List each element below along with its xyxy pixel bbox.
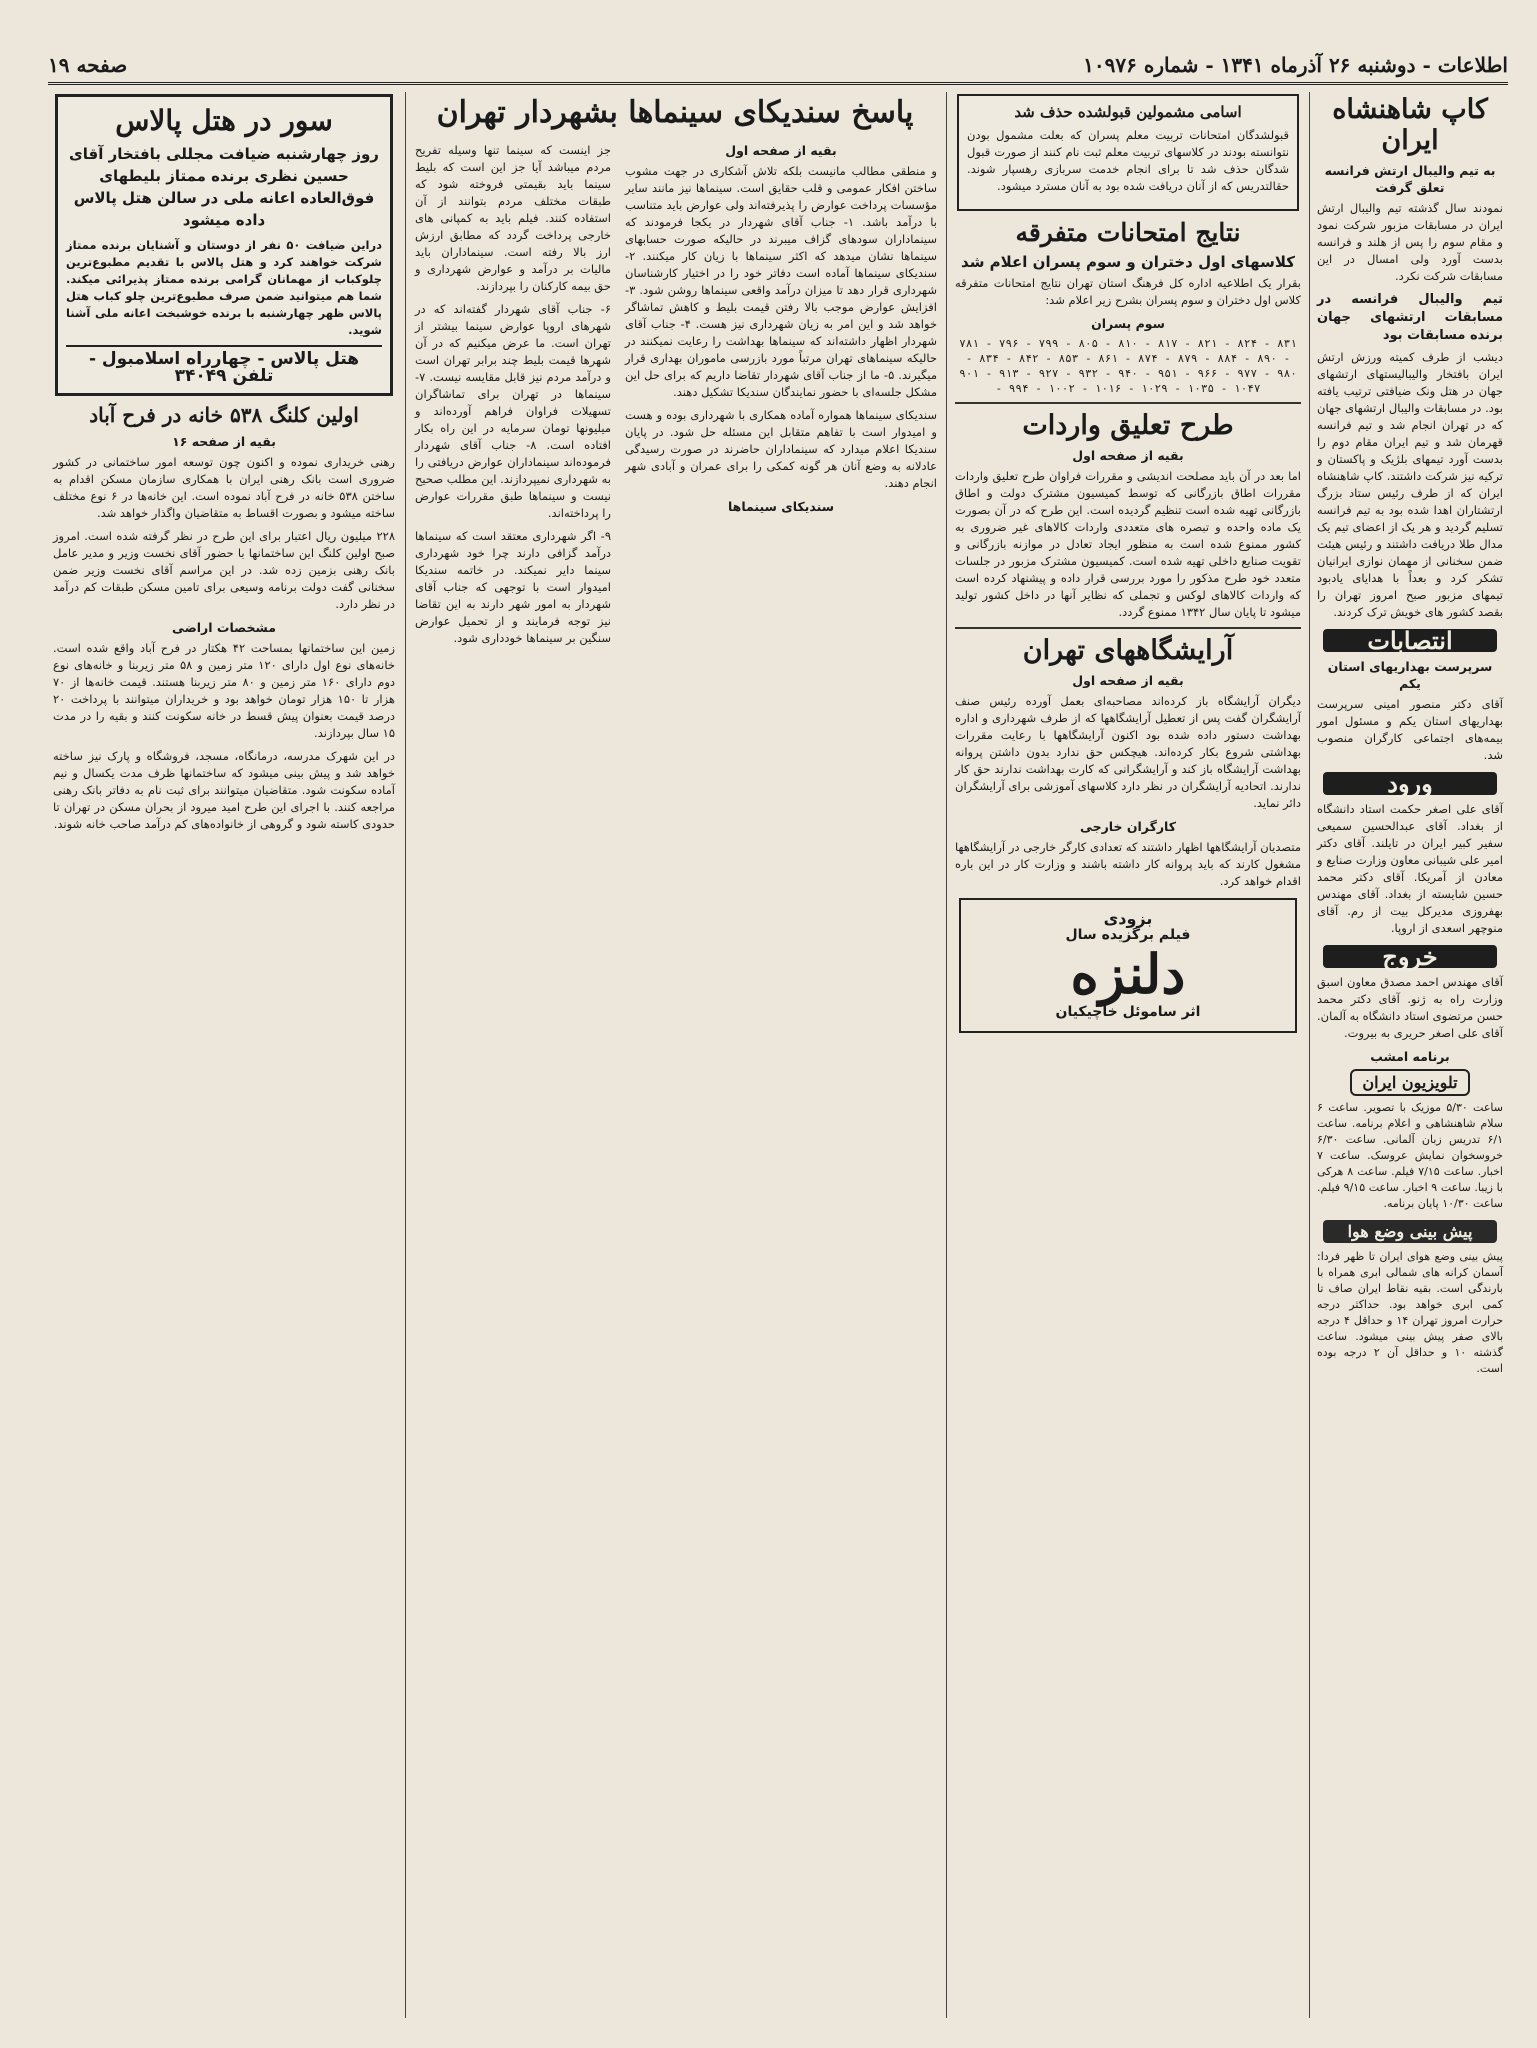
masthead-page-number: صفحه ۱۹ xyxy=(48,53,128,77)
column-4 xyxy=(410,90,616,2018)
subhead-import-continued: بقیه از صفحه اول xyxy=(1072,448,1184,464)
headline-exam-results: نتایج امتحانات متفرقه xyxy=(1015,218,1241,248)
ad-hotel-details: دراین ضیافت ۵۰ نفر از دوستان و آشنایان برنده ممتاز شرکت خواهند کرد و هتل پالاس با تقدیم مطبوع‌ترین چلوکباب از مهمانان گرامی برنده ممتاز پذیرائی میکند. شما هم میتوانید ضمن صرف مطبوع‌ترین چلو کباب هتل پالاس ظهر چهارشنبه با برنده خوشبخت اعانه ملی آشنا شوید. xyxy=(66,238,383,338)
subhead-tv-program: برنامه امشب xyxy=(1370,1049,1450,1065)
ad-hotel-address: هتل پالاس - چهارراه اسلامبول - تلفن ۳۴۰۴۹ xyxy=(66,345,382,385)
headline-farahabad-houses: اولین کلنگ ۵۳۸ خانه در فرح آباد xyxy=(89,403,359,428)
article-cinema-part1: و منطقی مطالب مانیست بلکه تلاش آشکاری در جهت مشوب ساختن افکار عمومی و قلب حقایق است. سینماها نیز مانند سایر مؤسسات پرداخت عوارض را پذیرفته‌اند ولی عوارض باید متناسب با درآمد باشد. ۱- جناب آقای شهردار در یکجا فرمودند که سینماداران سودهای گزاف میبرند در حالیکه صورت حسابهای سینماها نشان میدهد که اکثر سینماها با زیان کار میکنند. ۲- سندیکای سینماها آماده است دفاتر خود را در اختیار کارشناسان شهرداری قرار دهد تا میزان درآمد واقعی سینماها روشن شود. ۳- افزایش عوارض موجب بالا رفتن قیمت بلیط و کاهش تماشاگر خواهد شد و این امر به زیان شهرداری نیز هست. ۴- جناب آقای شهردار اظهار داشته‌اند که سینماها بهداشت را رعایت نمیکنند در حالیکه سینماهای تهران مرتباً مورد بازرسی ماموران بهداری قرار میگیرند. ۵- ما از جناب آقای شهردار تقاضا داریم که برای حل این مشکل جلسه‌ای با حضور نمایندگان سندیکا تشکیل دهند. xyxy=(625,164,937,399)
article-cinema-col4-part3: ۹- اگر شهرداری معتقد است که سینماها درآمد گزافی دارند چرا خود شهرداری سینما دایر نمیکند. در خاتمه سندیکا امیدوار است با توجهی که جناب آقای شهردار به امور شهر دارند به این تقاضا نیز توجه فرمایند و از تحمیل عوارض سنگین بر سینماها خودداری شود. xyxy=(415,529,611,645)
notice-box-conscripts xyxy=(957,94,1299,211)
article-exam-results: بقرار یک اطلاعیه اداره کل فرهنگ استان تهران نتایج امتحانات متفرقه کلاس اول دختران و سوم پسران بشرح زیر اعلام شد: xyxy=(955,276,1301,307)
article-barbershops: دیگران آرایشگاه باز کرده‌اند مصاحبه‌ای بعمل آورده رئیس صنف آرایشگران گفت پس از تعطیل آرایشگاهها که از طرف شهرداری و اداره بهداشت دستور داده شده بود اکنون آرایشگاهها با رعایت مقررات بهداشتی شروع بکار کرده‌اند. هیچکس حق ندارد بدون داشتن پروانه بهداشت آرایشگاه باز کند و آرایشگرانی که کارت بهداشت ندارند حق کار ندارند. اتحادیه آرایشگران در نظر دارد کلاسهای آموزشی برای آرایشگران دائر نماید. xyxy=(955,694,1301,811)
weather-forecast: پیش بینی وضع هوای ایران تا ظهر فردا: آسمان کرانه های شمالی ابری همراه با بارندگی است. بقیه نقاط ایران صاف تا کمی ابری خواهد بود. حداکثر درجه حرارت امروز تهران ۱۴ و حداقل ۴ درجه بالای صفر پیش بینی میشود. ساعت گذشته ۱۰ و حداقل آن ۲ درجه بوده است. xyxy=(1317,1250,1504,1376)
subhead-foreign-workers: کارگران خارجی xyxy=(1079,819,1177,835)
subhead-appointment: سرپرست بهداریهای استان یکم xyxy=(1327,659,1493,692)
article-arrivals: آقای علی اصغر حکمت استاد دانشگاه از بغداد. آقای عبدالحسین سمیعی سفیر کبیر ایران در تایلند. آقای دکتر امیر علی شیبانی معاون وزارت صنایع و معادن از آمریکا. آقای دکتر محمد حسین شایسته از بغداد. آقای مهندس بهفروزی مدیرکل بیت از رم. آقای منوچهر اسعدی از اروپا. xyxy=(1317,802,1503,936)
article-farahabad-part3: زمین این ساختمانها بمساحت ۴۲ هکتار در فرح آباد واقع شده است. خانه‌های نوع اول دارای ۱۲۰ متر زمین و ۵۸ متر زیربنا و خانه‌های نوع دوم دارای ۱۶۰ متر زمین و ۸۰ متر زیربنا هستند. قیمت خانه‌ها از ۷۰ هزار تا ۱۵۰ هزار تومان خواهد بود و خریداران میتوانند با پرداخت ۲۰ درصد قیمت بعنوان پیش قسط در خانه سکونت کنند و بقیه را در مدت ۱۵ سال بپردازند. xyxy=(53,641,396,741)
article-departures: آقای مهندس احمد مصدق معاون اسبق وزارت راه به ژنو. آقای دکتر محمد حسن مرتضوی استاد دانشگاه به آلمان. آقای علی اصغر حریری به بیروت. xyxy=(1317,975,1503,1041)
exam-number-list: ۷۸۱ - ۷۹۶ - ۷۹۹ - ۸۰۵ - ۸۱۰ - ۸۱۷ - ۸۲۱ - ۸۲۴ - ۸۳۱ - ۸۳۴ - ۸۴۲ - ۸۵۳ - ۸۶۱ - ۸۷۴ - ۸۷۹ - ۸۸۴ - ۸۹۰ - ۹۰۱ - ۹۱۳ - ۹۲۷ - ۹۳۲ - ۹۴۰ - ۹۵۱ - ۹۶۶ - ۹۷۷ - ۹۸۰ - ۹۹۴ - ۱۰۰۲ - ۱۰۱۶ - ۱۰۲۹ - ۱۰۳۵ - ۱۰۴۷ xyxy=(959,337,1297,395)
article-farahabad-part1: رهنی خریداری نموده و اکنون چون توسعه امور ساختمانی در کشور ضروری است بانک رهنی ایران با همکاری سازمان مسکن اقدام به ساختن ۵۳۸ خانه در فرح آباد نموده است. این خانه‌ها در ۶ نوع مختلف ساخته میشود و بصورت اقساط به متقاضیان واگذار خواهد شد. xyxy=(53,455,395,521)
article-cinema-part2: سندیکای سینماها همواره آماده همکاری با شهرداری بوده و هست و امیدوار است با تفاهم متقابل این مسئله حل شود. در پایان سندیکا اعلام میدارد که سینماداران حاضرند در صورت رسیدگی عادلانه به وضع آنان هر گونه کمکی را برای عمران و آبادی شهر انجام دهند. xyxy=(625,408,937,490)
section-bar-departures: خروج xyxy=(1323,945,1497,968)
ad-hotel-announcement: روز چهارشنبه ضیافت مجللی بافتخار آقای حسین نظری برنده ممتاز بلیطهای فوق‌العاده اعانه ملی در سالن هتل پالاس داده میشود xyxy=(69,145,379,230)
headline-volleyball: کاپ شاهنشاه ایران xyxy=(1332,94,1488,157)
headline-cinema-syndicate: پاسخ سندیکای سینماها بشهردار تهران xyxy=(436,95,914,130)
film-advertisement xyxy=(959,898,1297,1033)
subhead-third-grade: سوم پسران xyxy=(1091,316,1165,331)
section-bar-appointments: انتصابات xyxy=(1323,629,1497,652)
hotel-palace-advertisement xyxy=(55,94,393,396)
ad-hotel-headline: سور در هتل پالاس xyxy=(115,104,333,137)
subhead-barbershops-continued: بقیه از صفحه اول xyxy=(1072,673,1184,689)
subhead-farahabad-continued: بقیه از صفحه ۱۶ xyxy=(172,434,276,450)
article-volleyball-intro: نمودند سال گذشته تیم والیبال ارتش ایران در مسابقات مزبور شرکت نمود و مقام سوم را پس از هلند و فرانسه بدست آورد ولی امسال در این مسابقات شرکت نکرد. xyxy=(1317,201,1503,284)
column-3 xyxy=(620,90,942,2018)
tv-schedule: ساعت ۵/۳۰ موزیک با تصویر. ساعت ۶ سلام شاهنشاهی و اعلام برنامه. ساعت ۶/۱ تدریس زبان آلمانی. ساعت ۶/۳۰ خروسخوان نمایش عروسک. ساعت ۷ اخبار. ساعت ۷/۱۵ فیلم. ساعت ۸ هرکی با زیبا. ساعت ۹ اخبار. ساعت ۹/۱۵ فیلم. ساعت ۱۰/۳۰ پایان برنامه. xyxy=(1317,1101,1503,1211)
tv-logo: تلویزیون ایران xyxy=(1350,1069,1469,1096)
column-2 xyxy=(950,90,1306,2018)
article-import-suspension: اما بعد در آن باید مصلحت اندیشی و مقررات فراوان طرح تعلیق واردات مقررات اطاق بازرگانی که توسط کمیسیون مشترک دولت و اطاق بازرگانی تهیه شده است تنظیم گردیده است. این طرح که در آن بصورت یک ماده واحده و تبصره های متعددی واردات کالاهای غیر ضروری به کشور ممنوع شده است به منظور ایجاد تعادل در موازنه بازرگانی و تقویت صنایع داخلی تهیه شده است. کمیسیون مشترک مزبور در جلسات متعدد خود طرح مذکور را مورد بررسی قرار داده و پیشنهاد کرده است که واردات کالاهای لوکس و تجملی که نظایر آنها در داخل کشور تولید میشود تا پایان سال ۱۳۴۲ ممنوع گردد. xyxy=(955,469,1301,620)
article-volleyball-body: دیشب از طرف کمیته ورزش ارتش ایران بافتخار والیبالیستهای ارتشهای جهان در هتل ونک ضیافتی ترتیب یافته بود. در مسابقات والیبال ارتشهای جهان که در تهران انجام شد و تیم فرانسه قهرمان شد و تیم ایران مقام دوم را بدست آورد تیمهای بلژیک و پاکستان و ترکیه نیز شرکت داشتند. کاپ شاهنشاه ایران که از طرف رئیس ستاد بزرگ ارتشتاران اهدا شده بود به تیم فرانسه تسلیم گردید و هر یک از اعضای تیم یک مدال طلا دریافت داشتند و رئیس هیئت ضمن سخنانی از مهمان نوازی ایرانیان تشکر کرد و بعداً با هدایای یادبود تیمهای مزبور صبح امروز تهران را بقصد کشور های خویش ترک کردند. xyxy=(1317,350,1503,620)
subhead-cinema-continued: بقیه از صفحه اول xyxy=(725,143,837,158)
masthead-issue: اطلاعات - دوشنبه ۲۶ آذرماه ۱۳۴۱ - شماره ۱۰۹۷۶ xyxy=(1083,53,1508,77)
headline-barbershops: آرایشگاههای تهران xyxy=(1022,635,1234,667)
column-1 xyxy=(1312,90,1508,2018)
subhead-land-specs: مشخصات اراضی xyxy=(172,620,276,636)
article-foreign-workers: متصدیان آرایشگاهها اظهار داشتند که تعدادی کارگر خارجی در آرایشگاهها مشغول کارند که باید پروانه کار داشته باشند و وزارت کار در این باره اقدام خواهد کرد. xyxy=(955,840,1301,889)
article-cinema-col4-part1: جز اینست که سینما تنها وسیله تفریح مردم میباشد آیا جز این است که بلیط سینما باید بقیمتی فروخته شود که طبقات مختلف مردم بتوانند از آن استفاده کنند. فیلم باید به کمپانی های خارجی پرداخت گردد که مطابق ارزش ارز بالا رفته است. سینماداران باید مالیات بر درآمد و عوارض شهرداری و حق بیمه کارکنان را بپردازند. xyxy=(415,143,611,293)
weather-header: پیش بینی وضع هوا xyxy=(1323,1220,1497,1243)
article-conscripts: قبولشدگان امتحانات تربیت معلم پسران که بعلت مشمول بودن نتوانسته بودند در کلاسهای تربیت معلم ثبت نام کنند از صورت قبول شدگان حذف شد تا برای انجام خدمت سربازی رهسپار شوند. حقالتدریس که از آنان دریافت شده بود به آنان مسترد میشود. xyxy=(967,128,1289,194)
article-cinema-col4-part2: ۶- جناب آقای شهردار گفته‌اند که در شهرهای اروپا عوارض سینما بیشتر از تهران است. ما عرض میکنیم که در آن شهرها قیمت بلیط چند برابر تهران است و درآمد مردم نیز قابل مقایسه نیست. ۷- سینماها در تهران برای تماشاگران تسهیلات فراوان فراهم آورده‌اند و میلیونها تومان سرمایه در این راه بکار افتاده است. ۸- جناب آقای شهردار فرموده‌اند سینماداران عوارض دریافتی را به شهرداری نمیپردازند. این مطلب صحیح نیست و سینماها طبق مقررات عوارض را پرداخته‌اند. xyxy=(415,302,611,520)
subhead-exam-results: کلاسهای اول دختران و سوم پسران اعلام شد xyxy=(961,253,1295,271)
bullet-volleyball: تیم والیبال فرانسه در مسابقات ارتشهای جهان برنده مسابقات بود xyxy=(1317,292,1503,344)
ad-film-title: دلنزه xyxy=(1070,942,1186,1007)
article-appointment: آقای دکتر منصور امینی سرپرست بهداریهای استان یکم و مسئول امور بیمه‌های اجتماعی کارگران منصوب شد. xyxy=(1317,697,1503,763)
ad-director: اثر ساموئل خاچیکیان xyxy=(1055,1004,1201,1021)
column-5 xyxy=(48,90,400,2018)
article-farahabad-part2: ۲۲۸ میلیون ریال اعتبار برای این طرح در نظر گرفته شده است. امروز صبح اولین کلنگ این ساختمانها با حضور آقای نخست وزیر و مدیر عامل بانک رهنی بزمین زده شد. در این مراسم آقای نخست وزیر ضمن سخنانی گفت دولت برنامه وسیعی برای تامین مسکن طبقات کم درآمد در نظر دارد. xyxy=(53,529,395,612)
ad-tagline: فیلم برگزیده سال xyxy=(1065,927,1191,944)
article-farahabad-part4: در این شهرک مدرسه، درمانگاه، مسجد، فروشگاه و پارک نیز ساخته خواهد شد و پیش بینی میشود که ساختمانها ظرف مدت یکسال و نیم آماده سکونت شود. متقاضیان میتوانند برای ثبت نام به دفاتر بانک رهنی مراجعه کنند. با اجرای این طرح امید میرود از بحران مسکن در تهران تا حدودی کاسته شود و گروهی از خانواده‌های کم درآمد صاحب خانه شوند. xyxy=(53,749,395,832)
section-bar-arrivals: ورود xyxy=(1323,772,1497,795)
signature-cinema-syndicate: سندیکای سینماها xyxy=(727,499,834,514)
headline-conscripts: اسامی مشمولین قبولشده حذف شد xyxy=(1014,103,1242,121)
subhead-volleyball: به تیم والیبال ارتش فرانسه تعلق گرفت xyxy=(1324,163,1496,196)
masthead xyxy=(48,48,1508,85)
ad-coming-soon: بزودی xyxy=(1103,909,1153,929)
headline-import-suspension: طرح تعلیق واردات xyxy=(1022,410,1234,441)
